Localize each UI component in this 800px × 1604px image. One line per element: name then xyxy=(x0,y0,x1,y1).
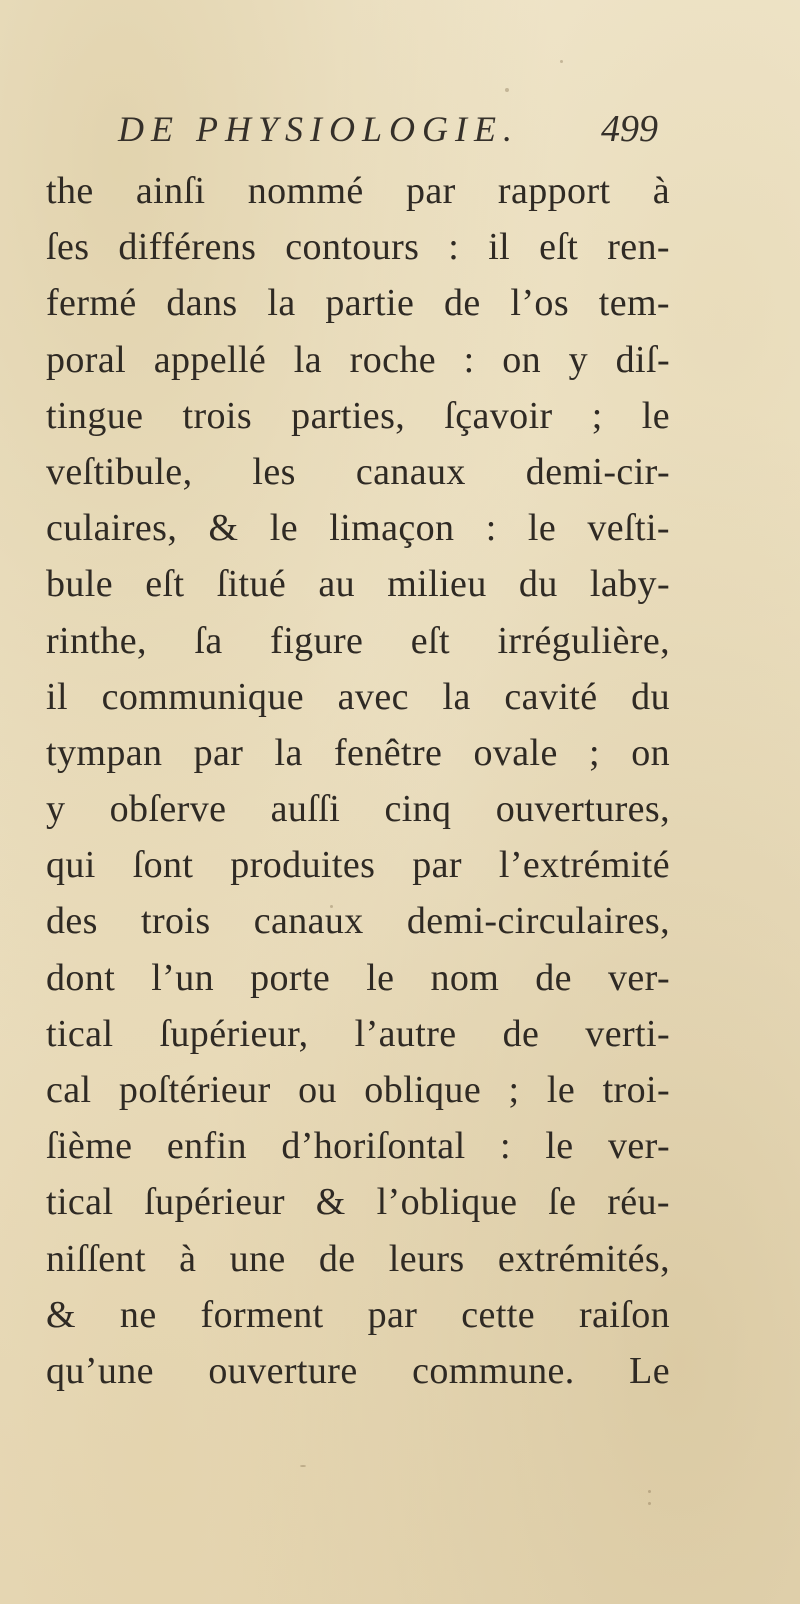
text-line: culaires, & le limaçon : le veſti- xyxy=(46,507,670,550)
page-number: 499 xyxy=(601,108,658,150)
paper-speck xyxy=(648,1502,651,1505)
text-line: niſſent à une de leurs extrémités, xyxy=(46,1237,670,1280)
text-line: il communique avec la cavité du xyxy=(46,675,670,718)
text-line: tingue trois parties, ſçavoir ; le xyxy=(46,394,670,437)
text-line: dont l’un porte le nom de ver- xyxy=(46,956,670,999)
text-line: the ainſi nommé par rapport à xyxy=(46,170,670,212)
paper-speck xyxy=(560,60,563,63)
paper-speck xyxy=(648,1490,651,1493)
text-line: tical ſupérieur, l’autre de verti- xyxy=(46,1012,670,1055)
text-line: y obſerve auſſi cinq ouvertures, xyxy=(46,788,670,831)
paper-speck xyxy=(330,905,333,908)
text-line: bule eſt ſitué au milieu du laby- xyxy=(46,563,670,606)
text-line: ſes différens contours : il eſt ren- xyxy=(46,226,670,269)
paper-speck xyxy=(505,88,509,92)
text-line: ſième enfin d’horiſontal : le ver- xyxy=(46,1125,670,1168)
text-line: cal poſtérieur ou oblique ; le troi- xyxy=(46,1069,670,1111)
text-line: & ne forment par cette raiſon xyxy=(46,1293,670,1336)
text-line: qu’une ouverture commune. Le xyxy=(46,1349,670,1392)
body-text xyxy=(46,163,670,1399)
text-line: rinthe, ſa figure eſt irrégulière, xyxy=(46,619,670,662)
running-head-title: DE PHYSIOLOGIE. xyxy=(118,109,519,149)
text-line: fermé dans la partie de l’os tem- xyxy=(46,282,670,325)
paper-speck xyxy=(300,1465,306,1467)
text-line: veſtibule, les canaux demi-cir- xyxy=(46,450,670,493)
text-line: tympan par la fenêtre ovale ; on xyxy=(46,731,670,774)
text-line: tical ſupérieur & l’oblique ſe réu- xyxy=(46,1181,670,1224)
text-line: poral appellé la roche : on y diſ- xyxy=(46,338,670,381)
text-line: des trois canaux demi-circulaires, xyxy=(46,900,670,943)
running-head xyxy=(118,104,658,154)
text-line: qui ſont produites par l’extrémité xyxy=(46,844,670,887)
